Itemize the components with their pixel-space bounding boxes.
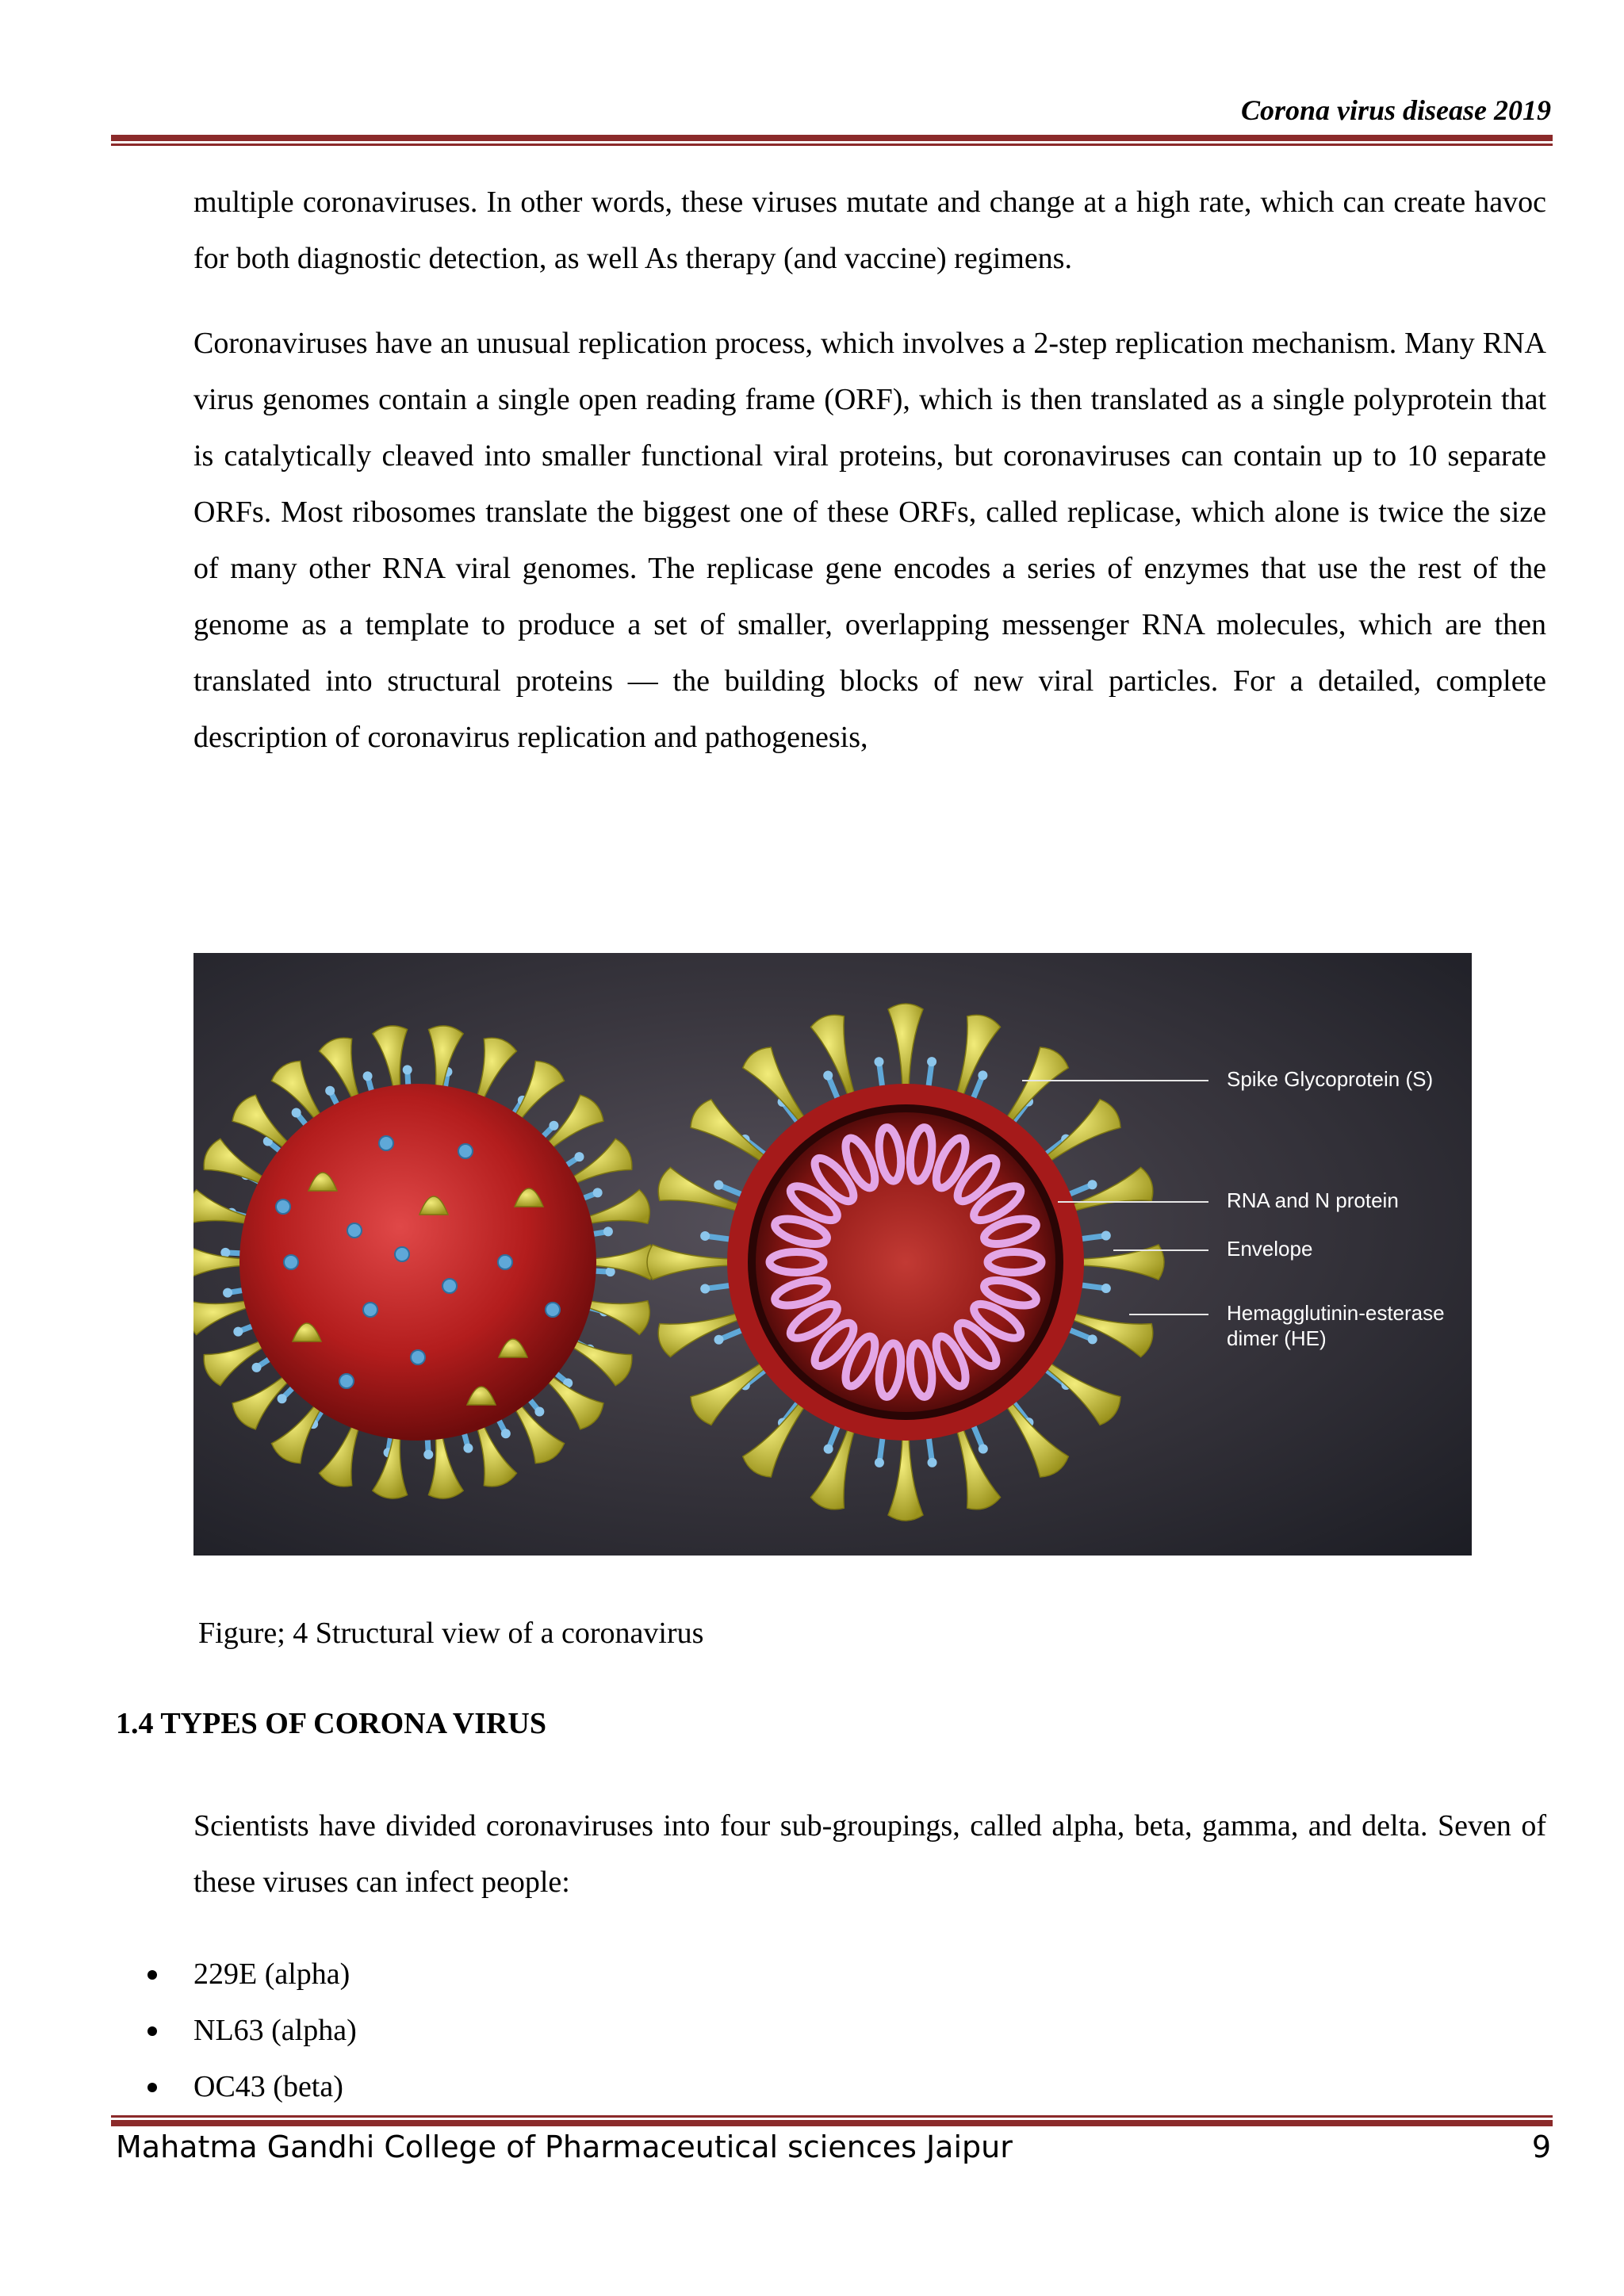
label-he-line1: Hemagglutinin-esterase [1227,1301,1445,1325]
list-item-text: 229E (alpha) [193,1957,350,1991]
list-item [193,2003,357,2059]
list-item-text: OC43 (beta) [193,2070,343,2103]
virus-type-list [193,1946,357,2115]
running-header: Corona virus disease 2019 [1240,94,1551,126]
section-intro-paragraph: Scientists have divided coronaviruses into four sub-groupings, called alpha, beta, gamma, and delta. Seven of these viruses can infect people: [193,1809,1546,1899]
section-heading: 1.4 TYPES OF CORONA VIRUS [116,1707,547,1740]
leader-line-he [1129,1314,1208,1315]
footer-institution: Mahatma Gandhi College of Pharmaceutical sciences Jaipur [116,2130,1013,2164]
leader-line-spike [1022,1080,1208,1081]
footer-rule [111,2115,1553,2126]
bullet-icon [147,2083,157,2092]
coronavirus-structure-figure [193,953,1472,1556]
virus-exterior [193,1026,656,1498]
label-rna-n-protein: RNA and N protein [1227,1188,1399,1212]
label-hemagglutinin-esterase [1227,1300,1445,1351]
label-spike-glycoprotein: Spike Glycoprotein (S) [1227,1067,1434,1091]
list-item [193,1946,357,2003]
list-item-text: NL63 (alpha) [193,2014,357,2047]
bullet-icon [147,1970,157,1980]
bullet-icon [147,2026,157,2036]
label-he-line2: dimer (HE) [1227,1326,1327,1350]
leader-line-rna [1058,1201,1208,1203]
paragraph-replication: Coronaviruses have an unusual replication process, which involves a 2-step replication mechanism. Many RNA virus genomes contain a single open reading frame (ORF), which is then translated as a single polyprotein that is catalytically cleaved into smaller functional viral proteins, but coronaviruses can contain up to 10 separate ORFs. Most ribosomes translate the biggest one of these ORFs, called replicase, which alone is twice the size of many other RNA viral genomes. The replicase gene encodes a series of enzymes that use the rest of the genome as a template to produce a set of smaller, overlapping messenger RNA molecules, which are then translated into structural proteins — the building blocks of new viral particles. For a detailed, complete description of coronavirus replication and pathogenesis, [193,327,1546,754]
leader-line-envelope [1113,1249,1208,1251]
label-envelope: Envelope [1227,1237,1313,1261]
figure-caption: Figure; 4 Structural view of a coronavirus [198,1617,704,1650]
header-rule [111,135,1553,146]
list-item [193,2059,357,2115]
paragraph-continuation: multiple coronaviruses. In other words, these viruses mutate and change at a high rate, which can create havoc for both diagnostic detection, as well As therapy (and vaccine) regimens. [193,186,1546,275]
page-number: 9 [1531,2130,1551,2164]
